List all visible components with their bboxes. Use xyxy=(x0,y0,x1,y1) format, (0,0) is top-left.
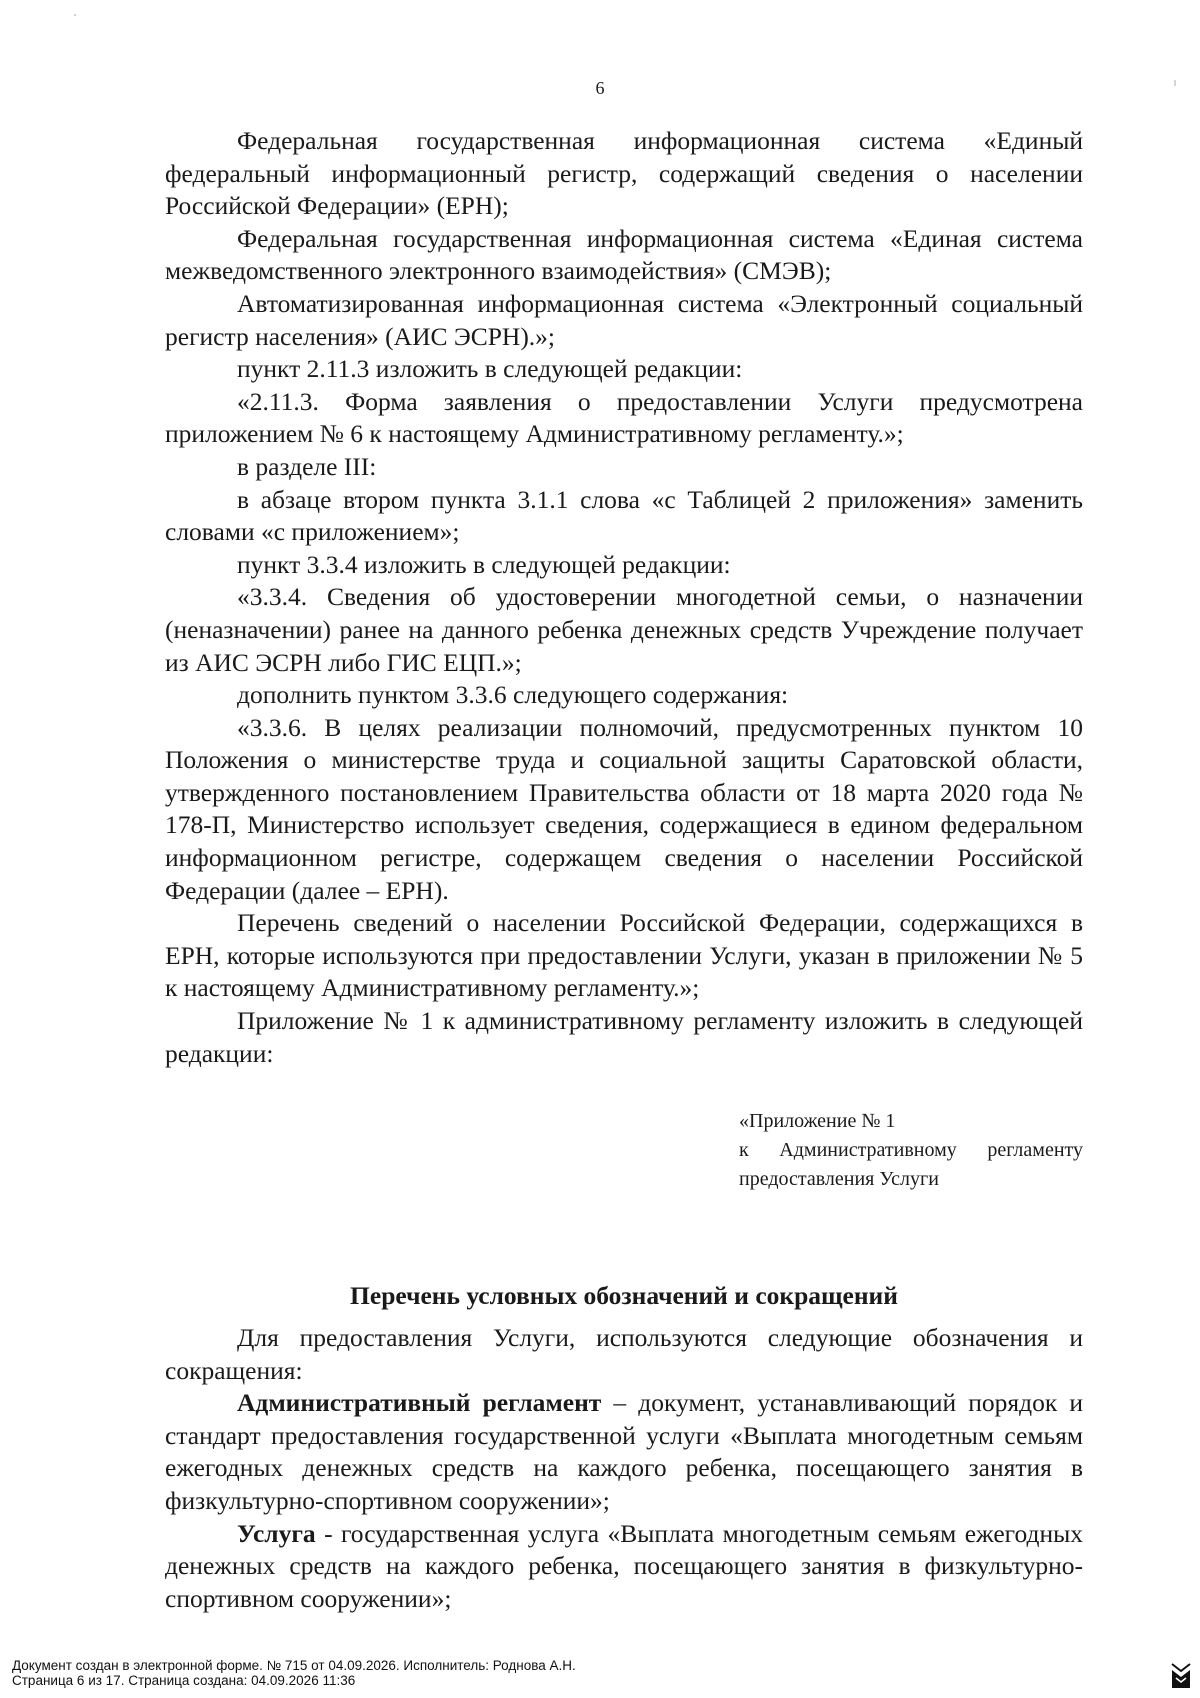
definition-service xyxy=(165,1518,1083,1616)
definition-text: – документ, устанавливающий порядок и стандарт предоставления государственной услуги «Выплата многодетным семьям ежегодных денежных средств на каждого ребенка, посещающего занятия в физкультурно-спортивном сооружении»; xyxy=(165,1388,1083,1515)
document-body xyxy=(165,125,1083,1070)
stamp-line-page: Страница 6 из 17. Страница создана: 04.09.2026 11:36 xyxy=(12,1673,356,1688)
paragraph-add-3-3-6: дополнить пунктом 3.3.6 следующего содержания: xyxy=(237,680,789,710)
term-service: Услуга xyxy=(237,1518,316,1548)
paragraph-smev-system: Федеральная государственная информационная система «Единая система межведомственного электронного взаимодействия» (СМЭВ); xyxy=(165,223,1083,286)
paragraph-ern-list: Перечень сведений о населении Российской Федерации, содержащихся в ЕРН, которые используются при предоставлении Услуги, указан в приложении № 5 к настоящему Административному регламенту.»; xyxy=(165,908,1083,1003)
term-administrative-regulation: Административный регламент xyxy=(237,1388,602,1418)
paragraph-ern-system: Федеральная государственная информационная система «Единый федеральный информационный регистр, содержащий сведения о населении Российской Федерации» (ЕРН); xyxy=(165,126,1083,221)
document-system-logo-icon xyxy=(1170,1660,1192,1690)
page-number: 6 xyxy=(595,78,605,98)
section-body xyxy=(165,1322,1083,1615)
paragraph-text-3-3-4: «3.3.4. Сведения об удостоверении многодетной семьи, о назначении (неназначении) ранее на данного ребенка денежных средств Учреждение получает из АИС ЭСРН либо ГИС ЕЦП.»; xyxy=(165,582,1083,677)
appendix-reference xyxy=(739,1107,1083,1194)
paragraph-section-iii: в разделе III: xyxy=(237,451,377,481)
scan-speck xyxy=(74,14,76,16)
definition-text: - государственная услуга «Выплата многодетным семьям ежегодных денежных средств на каждого ребенка, посещающего занятия в физкультурно-спортивном сооружении»; xyxy=(165,1518,1083,1613)
paragraph-amend-3-3-4: пункт 3.3.4 изложить в следующей редакции: xyxy=(237,549,731,579)
appendix-ref-subtitle: к Административному регламенту предоставления Услуги xyxy=(739,1139,1083,1190)
paragraph-appendix-1-amend: Приложение № 1 к административному регламенту изложить в следующей редакции: xyxy=(165,1006,1083,1068)
paragraph-text-3-3-6: «3.3.6. В целях реализации полномочий, предусмотренных пунктом 10 Положения о министерстве труда и социальной защиты Саратовской области, утвержденного постановлением Правительства области от 18 марта 2020 года № 178-П, Министерство использует сведения, содержащиеся в едином федеральном информационном регистре, содержащем сведения о населении Российской Федерации (далее – ЕРН). xyxy=(165,712,1083,905)
paragraph-amend-3-1-1: в абзаце втором пункта 3.1.1 слова «с Таблицей 2 приложения» заменить словами «с приложением»; xyxy=(165,484,1083,547)
electronic-document-stamp xyxy=(12,1658,576,1688)
paragraph-amend-2-11-3: пункт 2.11.3 изложить в следующей редакции: xyxy=(237,354,743,384)
section-intro: Для предоставления Услуги, используются следующие обозначения и сокращения: xyxy=(165,1323,1083,1385)
stamp-line-document: Документ создан в электронной форме. № 715 от 04.09.2026. Исполнитель: Роднова А.Н. xyxy=(12,1658,576,1673)
paragraph-text-2-11-3: «2.11.3. Форма заявления о предоставлении Услуги предусмотрена приложением № 6 к настоящему Административному регламенту.»; xyxy=(165,386,1083,449)
definition-administrative-regulation xyxy=(165,1387,1083,1517)
paragraph-ais-esrn-system: Автоматизированная информационная система «Электронный социальный регистр населения» (АИС ЭСРН).»; xyxy=(165,288,1083,351)
section-heading: Перечень условных обозначений и сокращений xyxy=(350,1281,898,1310)
appendix-ref-title: «Приложение № 1 xyxy=(739,1110,896,1132)
